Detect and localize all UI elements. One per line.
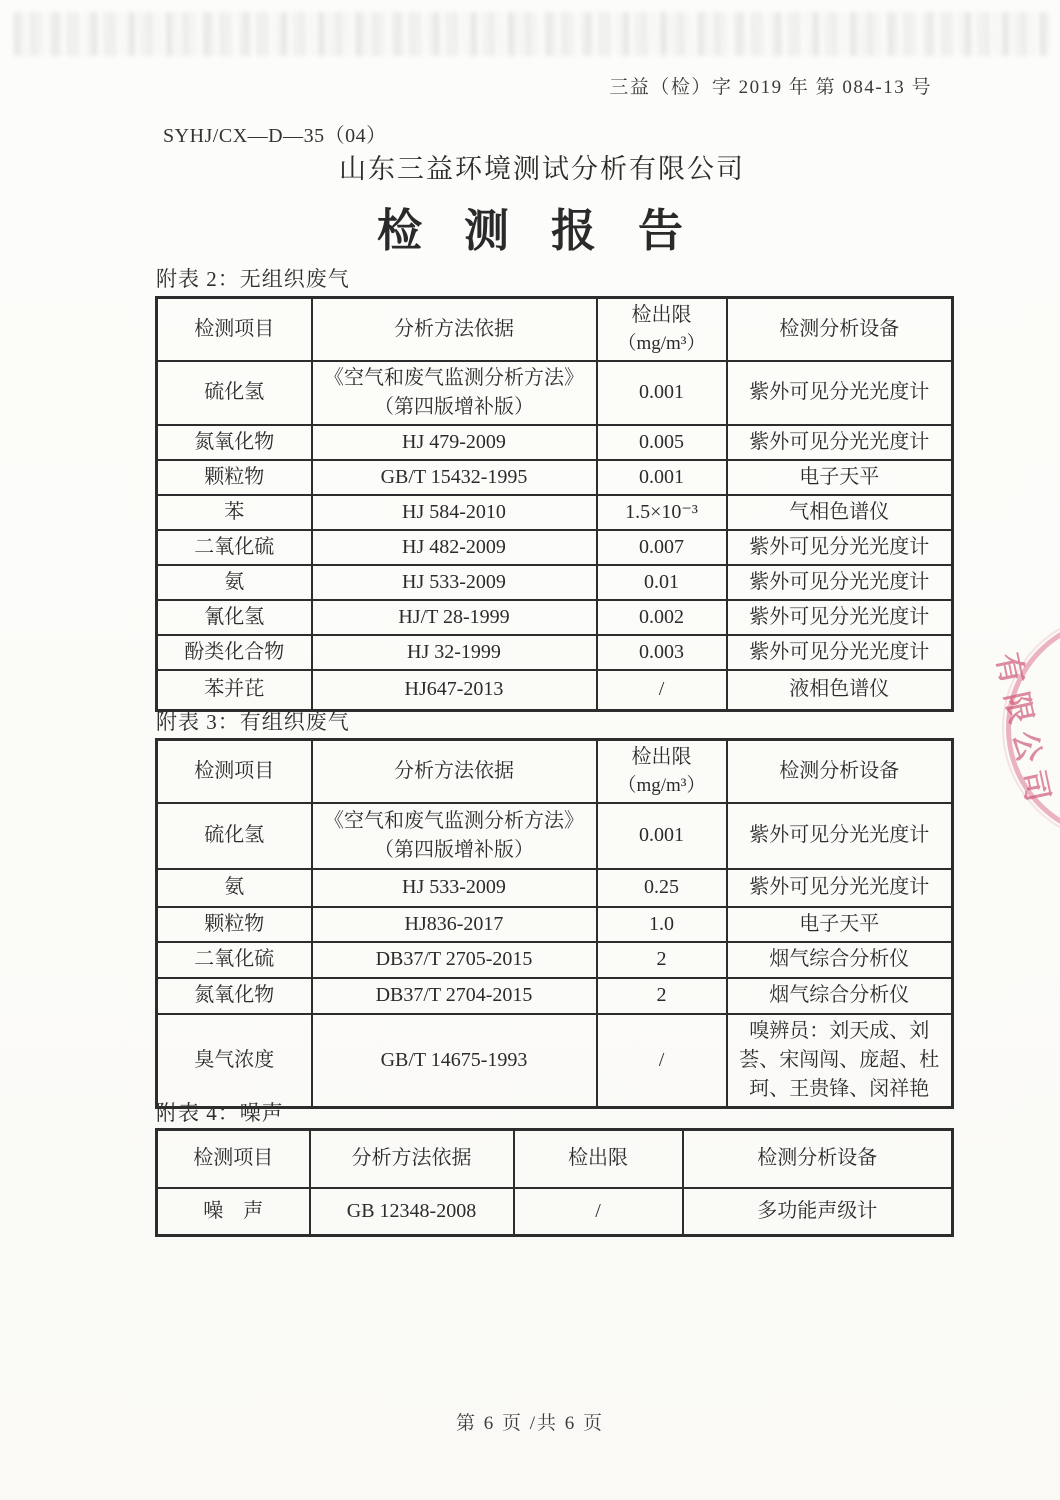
cell-method: HJ 584-2010 bbox=[312, 495, 597, 530]
cell-device: 烟气综合分析仪 bbox=[727, 978, 953, 1014]
cell-item: 氨 bbox=[157, 565, 312, 600]
cell-device: 紫外可见分光光度计 bbox=[727, 869, 953, 907]
cell-limit: 0.001 bbox=[597, 460, 727, 495]
cell-item: 颗粒物 bbox=[157, 907, 312, 942]
cell-limit: 1.5×10⁻³ bbox=[597, 495, 727, 530]
header-cell-limit bbox=[597, 298, 727, 361]
cell-device: 紫外可见分光光度计 bbox=[727, 565, 953, 600]
cell-limit: 0.01 bbox=[597, 565, 727, 600]
cell-device: 紫外可见分光光度计 bbox=[727, 803, 953, 869]
table-row bbox=[157, 600, 953, 635]
cell-limit: 0.25 bbox=[597, 869, 727, 907]
method-line1: 《空气和废气监测分析方法》 bbox=[324, 809, 584, 832]
header-cell-device: 检测分析设备 bbox=[727, 298, 953, 361]
table-row bbox=[157, 530, 953, 565]
cell-item: 二氧化硫 bbox=[157, 942, 312, 978]
table-row bbox=[157, 495, 953, 530]
table-row bbox=[157, 1014, 953, 1108]
limit-unit: （mg/m³） bbox=[617, 775, 706, 796]
limit-unit: （mg/m³） bbox=[617, 333, 706, 354]
cell-method: HJ647-2013 bbox=[312, 670, 597, 711]
cell-limit: / bbox=[597, 1014, 727, 1108]
limit-label: 检出限 bbox=[631, 304, 692, 326]
cell-method: HJ 533-2009 bbox=[312, 869, 597, 907]
table-row bbox=[157, 425, 953, 460]
cell-device: 紫外可见分光光度计 bbox=[727, 530, 953, 565]
table-row bbox=[157, 565, 953, 600]
table-unorganized-waste-gas bbox=[155, 296, 954, 712]
cell-item: 氰化氢 bbox=[157, 600, 312, 635]
cell-item: 氮氧化物 bbox=[157, 978, 312, 1014]
cell-device: 液相色谱仪 bbox=[727, 670, 953, 711]
cell-item: 氮氧化物 bbox=[157, 425, 312, 460]
cell-device: 多功能声级计 bbox=[683, 1188, 953, 1236]
header-cell-method: 分析方法依据 bbox=[312, 740, 597, 803]
table-row bbox=[157, 460, 953, 495]
cell-device: 紫外可见分光光度计 bbox=[727, 635, 953, 670]
cell-method: HJ 533-2009 bbox=[312, 565, 597, 600]
cell-method bbox=[312, 803, 597, 869]
scan-bleed-artifact bbox=[14, 12, 1050, 56]
header-cell-item: 检测项目 bbox=[157, 298, 312, 361]
table-row bbox=[157, 803, 953, 869]
cell-item: 臭气浓度 bbox=[157, 1014, 312, 1108]
header-cell-limit: 检出限 bbox=[514, 1130, 683, 1188]
cell-method: GB/T 15432-1995 bbox=[312, 460, 597, 495]
table-header-row bbox=[157, 740, 953, 803]
cell-item: 噪 声 bbox=[157, 1188, 310, 1236]
cell-item: 苯 bbox=[157, 495, 312, 530]
cell-item: 颗粒物 bbox=[157, 460, 312, 495]
header-cell-item: 检测项目 bbox=[157, 740, 312, 803]
table-row bbox=[157, 361, 953, 425]
cell-method: GB 12348-2008 bbox=[310, 1188, 514, 1236]
header-cell-method: 分析方法依据 bbox=[310, 1130, 514, 1188]
cell-item: 二氧化硫 bbox=[157, 530, 312, 565]
method-line1: 《空气和废气监测分析方法》 bbox=[324, 366, 584, 389]
table3-caption: 附表 3：有组织废气 bbox=[156, 710, 350, 734]
header-cell-device: 检测分析设备 bbox=[683, 1130, 953, 1188]
header-cell-device: 检测分析设备 bbox=[727, 740, 953, 803]
table-noise bbox=[155, 1128, 954, 1237]
table-row bbox=[157, 978, 953, 1014]
document-number: 三益（检）字 2019 年 第 084-13 号 bbox=[609, 77, 932, 98]
company-name: 山东三益环境测试分析有限公司 bbox=[339, 154, 745, 184]
cell-limit: 0.003 bbox=[597, 635, 727, 670]
table-row bbox=[157, 670, 953, 711]
cell-limit: 2 bbox=[597, 978, 727, 1014]
cell-device: 紫外可见分光光度计 bbox=[727, 600, 953, 635]
cell-limit: 1.0 bbox=[597, 907, 727, 942]
company-seal-text: 有限公司 bbox=[989, 649, 1058, 814]
table-header-row bbox=[157, 1130, 953, 1188]
table-row bbox=[157, 869, 953, 907]
cell-method: DB37/T 2704-2015 bbox=[312, 978, 597, 1014]
table4-caption: 附表 4：噪声 bbox=[156, 1101, 284, 1125]
cell-method: HJ 482-2009 bbox=[312, 530, 597, 565]
cell-device: 紫外可见分光光度计 bbox=[727, 361, 953, 425]
cell-item: 酚类化合物 bbox=[157, 635, 312, 670]
method-line2: （第四版增补版） bbox=[374, 395, 534, 418]
cell-method: HJ 32-1999 bbox=[312, 635, 597, 670]
cell-limit: 0.005 bbox=[597, 425, 727, 460]
page-number-footer: 第 6 页 /共 6 页 bbox=[455, 1413, 605, 1434]
table-row bbox=[157, 1188, 953, 1236]
cell-limit: 0.007 bbox=[597, 530, 727, 565]
report-title: 检测报告 bbox=[376, 206, 725, 256]
method-line2: （第四版增补版） bbox=[374, 838, 534, 861]
cell-item: 氨 bbox=[157, 869, 312, 907]
cell-limit: 0.002 bbox=[597, 600, 727, 635]
cell-item: 硫化氢 bbox=[157, 803, 312, 869]
cell-method bbox=[312, 361, 597, 425]
cell-limit: / bbox=[597, 670, 727, 711]
cell-item: 苯并芘 bbox=[157, 670, 312, 711]
cell-limit: 0.001 bbox=[597, 361, 727, 425]
table-row bbox=[157, 907, 953, 942]
cell-device: 烟气综合分析仪 bbox=[727, 942, 953, 978]
cell-method: HJ/T 28-1999 bbox=[312, 600, 597, 635]
table-row bbox=[157, 942, 953, 978]
cell-device: 紫外可见分光光度计 bbox=[727, 425, 953, 460]
table2-caption: 附表 2：无组织废气 bbox=[156, 267, 350, 291]
cell-limit: / bbox=[514, 1188, 683, 1236]
cell-method: DB37/T 2705-2015 bbox=[312, 942, 597, 978]
table-row bbox=[157, 635, 953, 670]
cell-method: HJ 479-2009 bbox=[312, 425, 597, 460]
cell-method: HJ836-2017 bbox=[312, 907, 597, 942]
cell-device: 嗅辨员：刘天成、刘荟、宋闯闯、庞超、杜珂、王贵锋、闵祥艳 bbox=[727, 1014, 953, 1108]
table-header-row bbox=[157, 298, 953, 361]
table-organized-waste-gas bbox=[155, 738, 954, 1109]
header-cell-item: 检测项目 bbox=[157, 1130, 310, 1188]
cell-limit: 2 bbox=[597, 942, 727, 978]
document-code: SYHJ/CX—D—35（04） bbox=[163, 125, 387, 147]
header-cell-limit bbox=[597, 740, 727, 803]
cell-limit: 0.001 bbox=[597, 803, 727, 869]
cell-method: GB/T 14675-1993 bbox=[312, 1014, 597, 1108]
cell-device: 电子天平 bbox=[727, 907, 953, 942]
header-cell-method: 分析方法依据 bbox=[312, 298, 597, 361]
cell-device: 气相色谱仪 bbox=[727, 495, 953, 530]
cell-device: 电子天平 bbox=[727, 460, 953, 495]
limit-label: 检出限 bbox=[631, 746, 692, 768]
cell-item: 硫化氢 bbox=[157, 361, 312, 425]
